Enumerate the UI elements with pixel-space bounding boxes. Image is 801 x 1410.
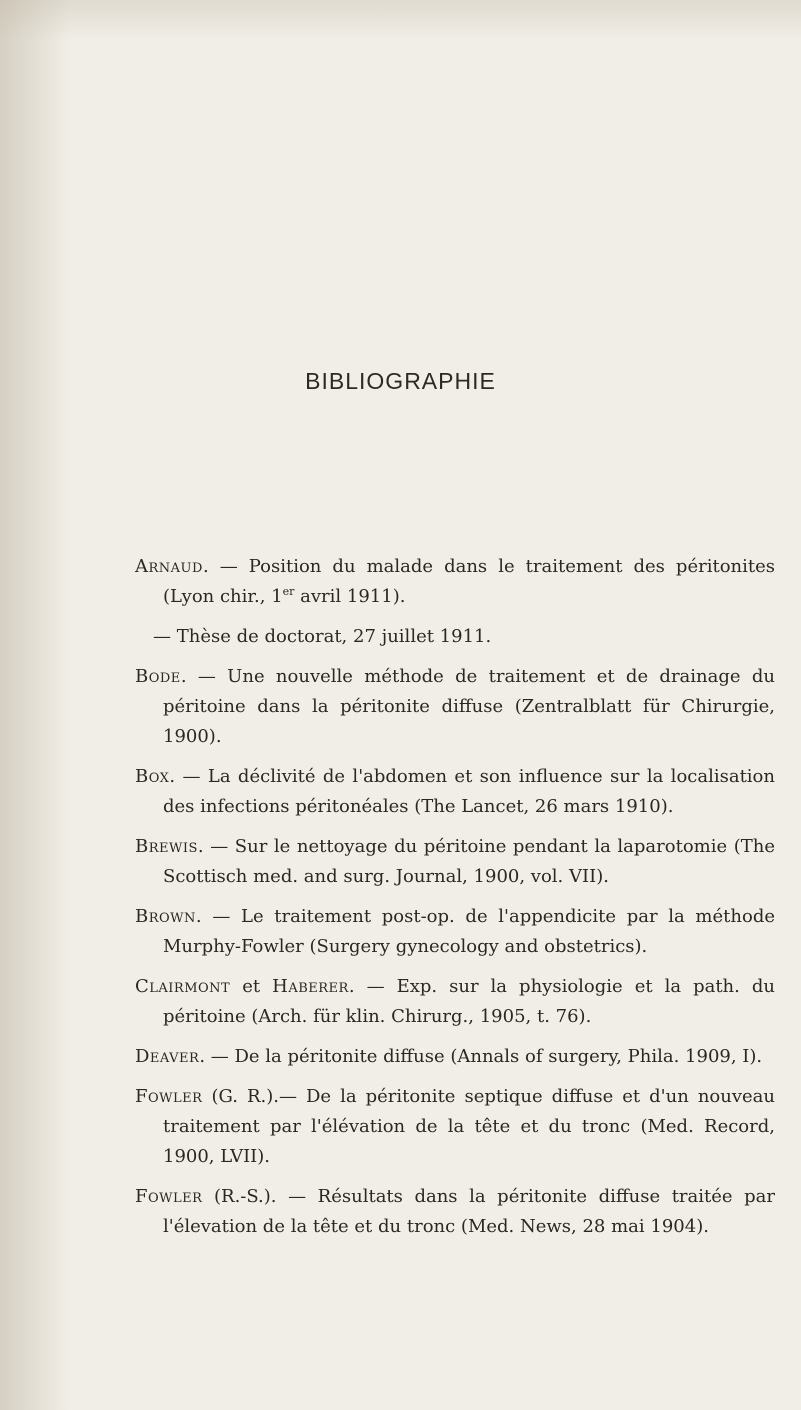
page-title: BIBLIOGRAPHIE: [305, 368, 496, 394]
entry-author: Arnaud: [135, 556, 203, 577]
page-shadow-top: [0, 0, 801, 40]
bibliography-entry: [135, 1182, 775, 1242]
entry-text: — Thèse de doctorat, 27 juillet 1911.: [153, 626, 492, 647]
entry-text: (R.-S.). — Résultats dans la péritonite diffuse traitée par l'élevation de la tête et du tronc (Med. News, 28 mai 1904).: [163, 1186, 775, 1237]
entry-text: . — La déclivité de l'abdomen et son influence sur la localisation des infections péritonéales (The Lancet, 26 mars 1910).: [163, 766, 775, 817]
bibliography-entry: [135, 762, 775, 822]
entry-author: Haberer: [272, 976, 349, 997]
entry-text: . — Sur le nettoyage du péritoine pendant la laparotomie (The Scottisch med. and surg. Journal, 1900, vol. VII).: [163, 836, 775, 887]
bibliography-entry: [135, 662, 775, 752]
bibliography-list: [135, 552, 775, 1252]
entry-text: (G. R.).— De la péritonite septique diffuse et d'un nouveau traitement par l'élévation de la tête et du tronc (Med. Record, 1900, LVII).: [163, 1086, 775, 1167]
entry-text: . — Position du malade dans le traitement des péritonites (Lyon chir., 1: [163, 556, 775, 607]
entry-author: Clairmont: [135, 976, 231, 997]
entry-author: Box: [135, 766, 170, 787]
bibliography-entry: [135, 552, 775, 612]
entry-author: Brown: [135, 906, 196, 927]
entry-author: Bode: [135, 666, 181, 687]
bibliography-entry: [135, 832, 775, 892]
entry-connector: et: [230, 976, 273, 997]
entry-text: . — Une nouvelle méthode de traitement et de drainage du péritoine dans la péritonite diffuse (Zentralblatt für Chirurgie, 1900).: [163, 666, 775, 747]
page-shadow: [0, 0, 70, 1410]
bibliography-entry: [135, 972, 775, 1032]
entry-author: Fowler: [135, 1086, 203, 1107]
entry-text: . — De la péritonite diffuse (Annals of surgery, Phila. 1909, I).: [199, 1046, 763, 1067]
bibliography-entry: [135, 1042, 775, 1072]
entry-text: . — Exp. sur la physiologie et la path. du péritoine (Arch. für klin. Chirurg., 1905, t. 76).: [163, 976, 775, 1027]
entry-author: Brewis: [135, 836, 198, 857]
bibliography-entry: [135, 622, 775, 652]
entry-text: . — Le traitement post-op. de l'appendicite par la méthode Murphy-Fowler (Surgery gynecology and obstetrics).: [163, 906, 775, 957]
entry-author: Fowler: [135, 1186, 203, 1207]
entry-text: avril 1911).: [294, 586, 406, 607]
bibliography-entry: [135, 902, 775, 962]
entry-superscript: er: [282, 585, 295, 598]
bibliography-entry: [135, 1082, 775, 1172]
entry-author: Deaver: [135, 1046, 200, 1067]
